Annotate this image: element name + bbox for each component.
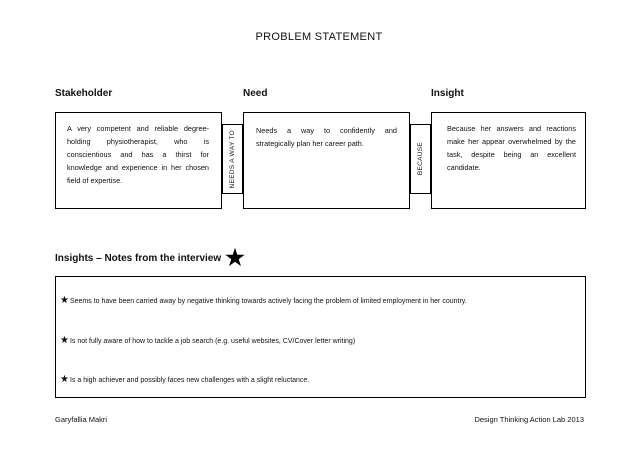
stakeholder-text: A very competent and reliable degree-holding physiotherapist, who is conscientious and has a thirst for knowledge and experience in her chosen field of expertise.: [67, 124, 209, 185]
star-icon: ★: [60, 335, 69, 346]
note-item-text: Seems to have been carried away by negative thinking towards actively facing the problem of limited employment in her country.: [69, 297, 467, 305]
need-heading: Need: [243, 88, 268, 99]
need-text: Needs a way to confidently and strategically plan her career path.: [256, 126, 397, 148]
star-icon: ★: [60, 374, 69, 385]
insight-heading: Insight: [431, 88, 464, 99]
needs-a-way-to-label: NEEDS A WAY TO: [229, 129, 236, 189]
because-label: BECAUSE: [417, 142, 424, 176]
note-item: [60, 375, 309, 385]
note-item-text: Is a high achiever and possibly faces new challenges with a slight reluctance.: [69, 376, 310, 384]
need-box: [243, 112, 410, 209]
note-item: [60, 296, 467, 306]
notes-heading-text: Insights – Notes from the interview: [55, 252, 222, 264]
insight-box: [431, 112, 586, 209]
note-item-text: Is not fully aware of how to tackle a job search (e.g. useful websites, CV/Cover letter writing): [69, 337, 356, 345]
needs-a-way-to-connector: [222, 124, 243, 194]
insight-text: Because her answers and reactions make her appear overwhelmed by the task, despite being an excellent candidate.: [447, 124, 576, 172]
footer-course: Design Thinking Action Lab 2013: [474, 415, 584, 424]
stakeholder-heading: Stakeholder: [55, 88, 113, 99]
star-icon: ★: [60, 295, 69, 306]
page-title: PROBLEM STATEMENT: [255, 31, 383, 43]
star-icon: ★: [225, 245, 245, 270]
stakeholder-box: [55, 112, 222, 209]
notes-heading: [55, 247, 245, 269]
note-item: [60, 336, 355, 346]
footer-author: Garyfallia Makri: [55, 415, 108, 424]
because-connector: [410, 124, 431, 194]
